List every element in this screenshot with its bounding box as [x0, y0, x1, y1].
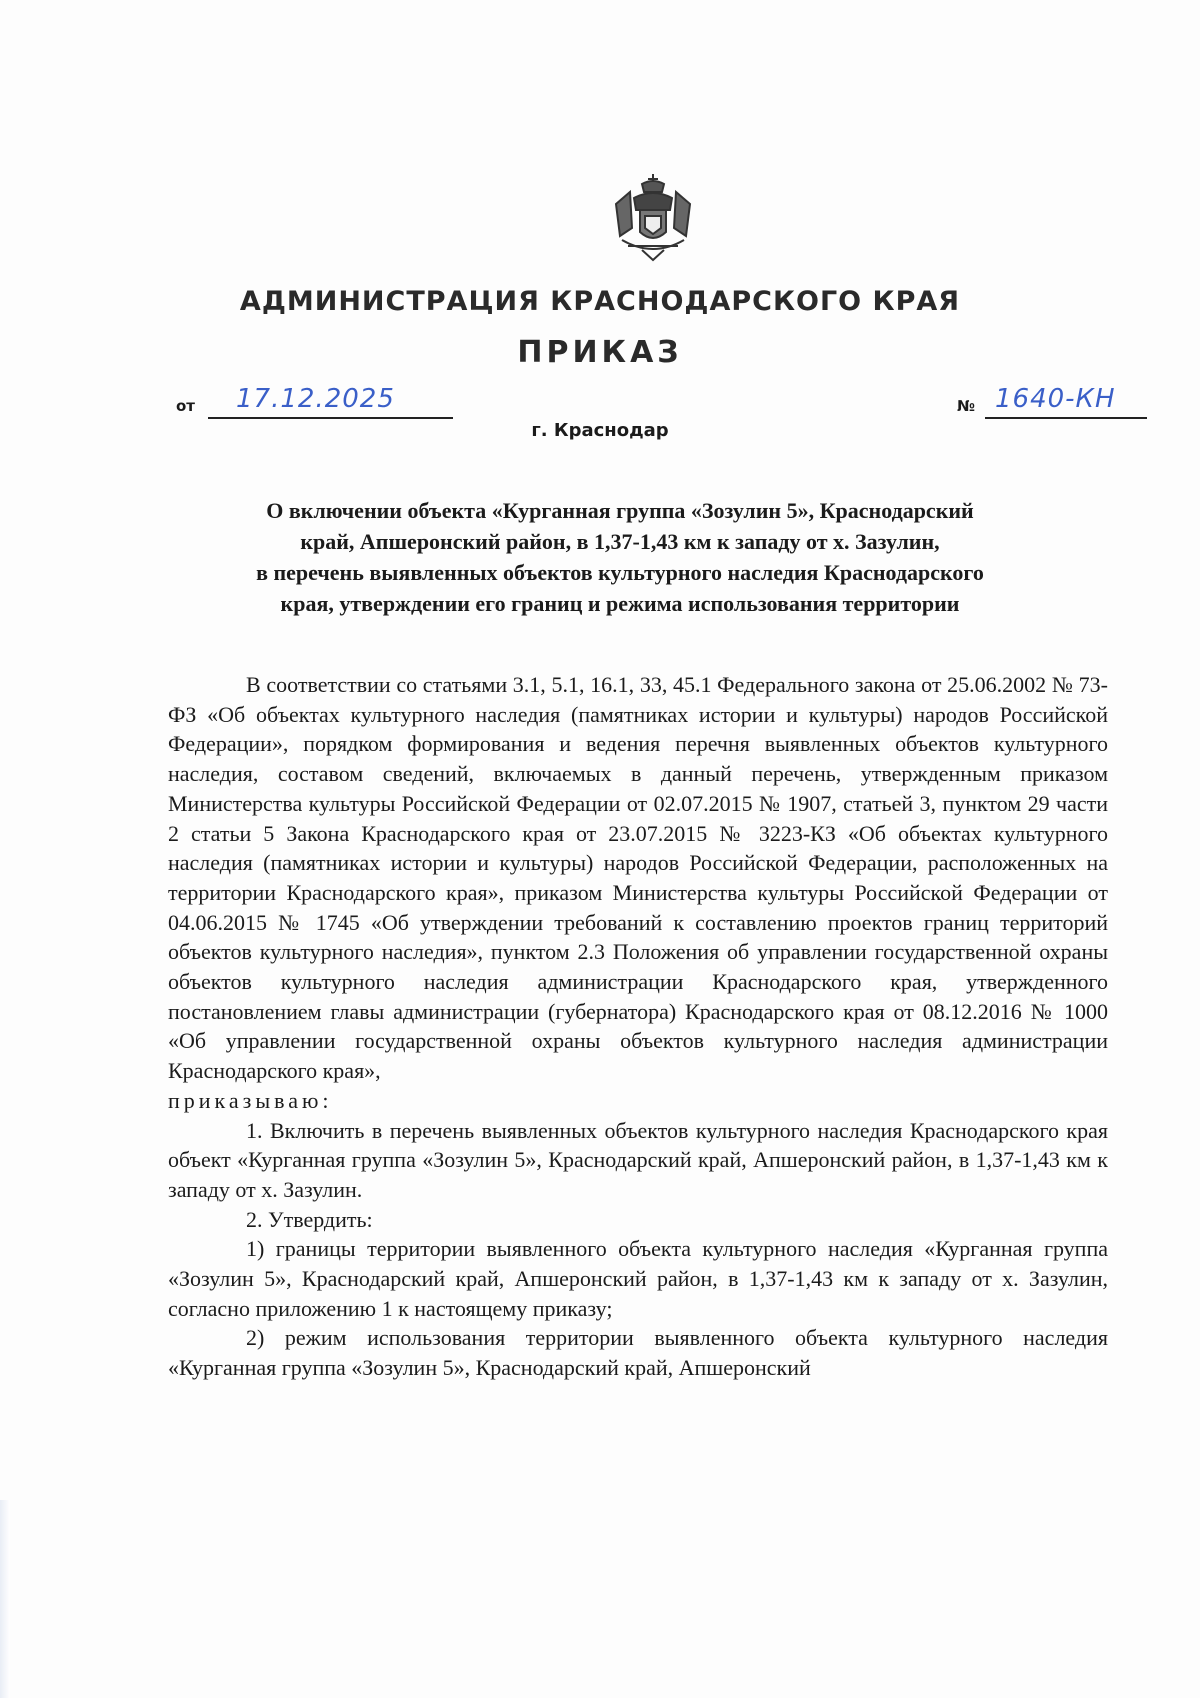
item-2-2-paragraph: 2) режим использования территории выявленного объекта культурного наследия «Курганная группа «Зозулин 5», Краснодарский край, Апшеронский [168, 1325, 1108, 1381]
item-1-paragraph: 1. Включить в перечень выявленных объектов культурного наследия Краснодарского края объект «Курганная группа «Зозулин 5», Краснодарский край, Апшеронский район, в 1,37-1,43 км к западу от х. Зазулин. [168, 1117, 1108, 1202]
preamble-paragraph [168, 670, 1108, 1086]
preamble-text: В соответствии со статьями 3.1, 5.1, 16.1, 33, 45.1 Федерального закона от 25.06.2002 № 73-ФЗ «Об объектах культурного наследия (памятниках истории и культуры) народов Российской Федерации», порядком формирования и ведения перечня выявленных объектов культурного наследия, составом сведений, включаемых в данный перечень, утвержденным приказом Министерства культуры Российской Федерации от 02.07.2015 № 1907, статьей 3, пунктом 29 части 2 статьи 5 Закона Краснодарского края от 23.07.2015 № 3223-КЗ «Об объектах культурного наследия (памятниках истории и культуры) народов Российской Федерации, расположенных на территории Краснодарского края», приказом Министерства культуры Российской Федерации от 04.06.2015 № 1745 «Об утверждении требований к составлению проектов границ территорий объектов культурного наследия», пунктом 2.3 Положения об управлении государственной охраны объектов культурного наследия администрации Краснодарского края, утвержденного постановлением главы администрации (губернатора) Краснодарского края от 08.12.2016 № 1000 «Об управлении государственной охраны объектов культурного наследия администрации Краснодарского края», [168, 672, 1108, 1084]
coat-of-arms-emblem [612, 170, 694, 262]
subject-line: край, Апшеронский район, в 1,37-1,43 км к западу от х. Зазулин, [300, 529, 940, 554]
item-2-paragraph: 2. Утвердить: [246, 1206, 373, 1232]
document-subject [150, 495, 1090, 619]
subject-line: края, утверждении его границ и режима использования территории [280, 591, 960, 616]
organization-title: АДМИНИСТРАЦИЯ КРАСНОДАРСКОГО КРАЯ [239, 286, 961, 317]
date-field [176, 384, 456, 422]
subject-line: О включении объекта «Курганная группа «Зозулин 5», Краснодарский [266, 498, 974, 523]
number-field [957, 384, 1152, 422]
number-handwritten-value: 1640-КН [995, 384, 1116, 414]
item-2-1-paragraph: 1) границы территории выявленного объекта культурного наследия «Курганная группа «Зозулин 5», Краснодарский край, Апшеронский район, в 1,37-1,43 км к западу от х. Зазулин, согласно приложению 1 к настоящему приказу; [168, 1236, 1108, 1321]
subject-line: в перечень выявленных объектов культурного наследия Краснодарского [256, 560, 984, 585]
document-type: ПРИКАЗ [517, 335, 683, 370]
number-prefix: № [957, 397, 976, 415]
order-word-paragraph [168, 1086, 1108, 1116]
document-body [168, 670, 1108, 1383]
date-underline [208, 417, 453, 419]
number-underline [985, 417, 1147, 419]
date-prefix: от [176, 397, 195, 415]
city-line: г. Краснодар [531, 420, 669, 441]
date-handwritten-value: 17.12.2025 [236, 384, 395, 414]
order-word: приказываю: [168, 1087, 333, 1113]
scan-edge-shadow [0, 1500, 10, 1698]
